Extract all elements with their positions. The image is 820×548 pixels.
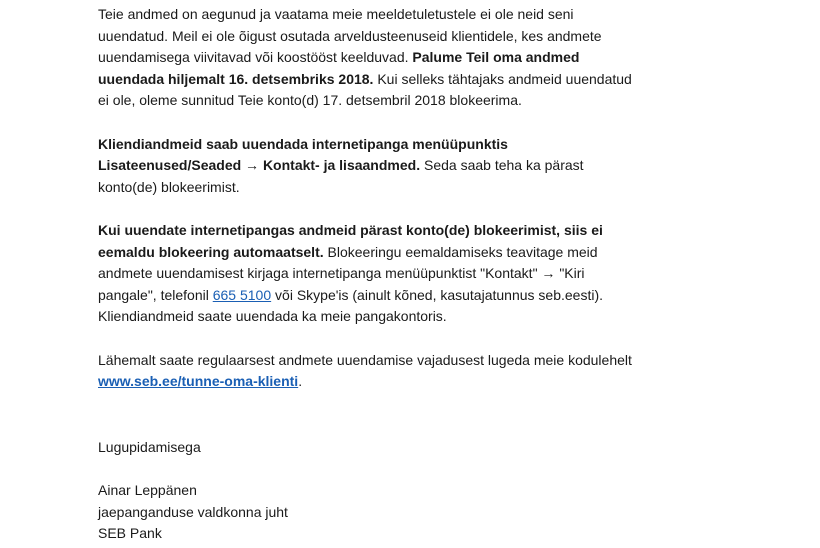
text-segment: uuendamisega viivitavad või koostööst keelduvad. [98,49,413,65]
text-segment: Blokeeringu eemaldamiseks teavitage meid [323,243,598,260]
text-line: ei ole, oleme sunnitud Teie konto(d) 17. detsembril 2018 blokeerima. [98,92,522,108]
signature-name: Ainar Leppänen [98,482,197,498]
text-line: konto(de) blokeerimist. [98,178,240,195]
text-line [98,69,738,91]
email-body [98,0,738,545]
text-segment: Seda saab teha ka pärast [420,157,584,173]
text-segment: . [298,373,303,389]
text-line [98,371,738,393]
deadline-date: uuendada hiljemalt 16. detsembriks 2018. [98,70,374,87]
text-line: Teie andmed on aegunud ja vaatama meie meeldetuletustele ei ole neid seni [98,6,574,22]
text-line [98,285,738,307]
phone-link[interactable]: 665 5100 [212,286,272,303]
text-line [98,47,738,69]
deadline-notice: Palume Teil oma andmed [412,49,580,65]
website-link[interactable]: www.seb.ee/tunne-oma-klienti [98,373,299,389]
text-line: Kui uuendate internetipangas andmeid pärast konto(de) blokeerimist, siis ei [98,222,603,238]
text-line: Kliendiandmeid saate uuendada ka meie pangakontoris. [98,308,447,324]
bold-segment: eemaldu blokeering automaatselt. [98,243,324,260]
signature-company: SEB Pank [98,525,162,541]
text-line: Kliendiandmeid saab uuendada internetipanga menüüpunktis [98,135,508,152]
text-line: uuendatud. Meil ei ole õigust osutada arveldusteenuseid klientidele, kes andmete [98,27,602,44]
paragraph-unblock-info [98,220,738,328]
menu-path: Lisateenused/Seaded → Kontakt- ja lisaandmed. [98,157,421,173]
signature-title: jaepanganduse valdkonna juht [98,503,288,520]
text-line [98,155,738,177]
text-segment: või Skype'is (ainult kõned, kasutajatunnus seb.eesti). [271,286,603,303]
text-line: andmete uuendamisest kirjaga internetipanga menüüpunktist "Kontakt" → "Kiri [98,265,585,281]
paragraph-update-instructions [98,134,738,199]
paragraph-more-info [98,350,738,393]
signature-block [98,480,738,545]
paragraph-data-expired [98,0,738,112]
text-segment: pangale", telefonil [98,286,213,303]
closing: Lugupidamisega [98,438,201,455]
text-segment: Kui selleks tähtajaks andmeid uuendatud [373,70,632,87]
text-line: Lähemalt saate regulaarsest andmete uuendamise vajadusest lugeda meie kodulehelt [98,351,632,368]
text-line [98,242,738,264]
